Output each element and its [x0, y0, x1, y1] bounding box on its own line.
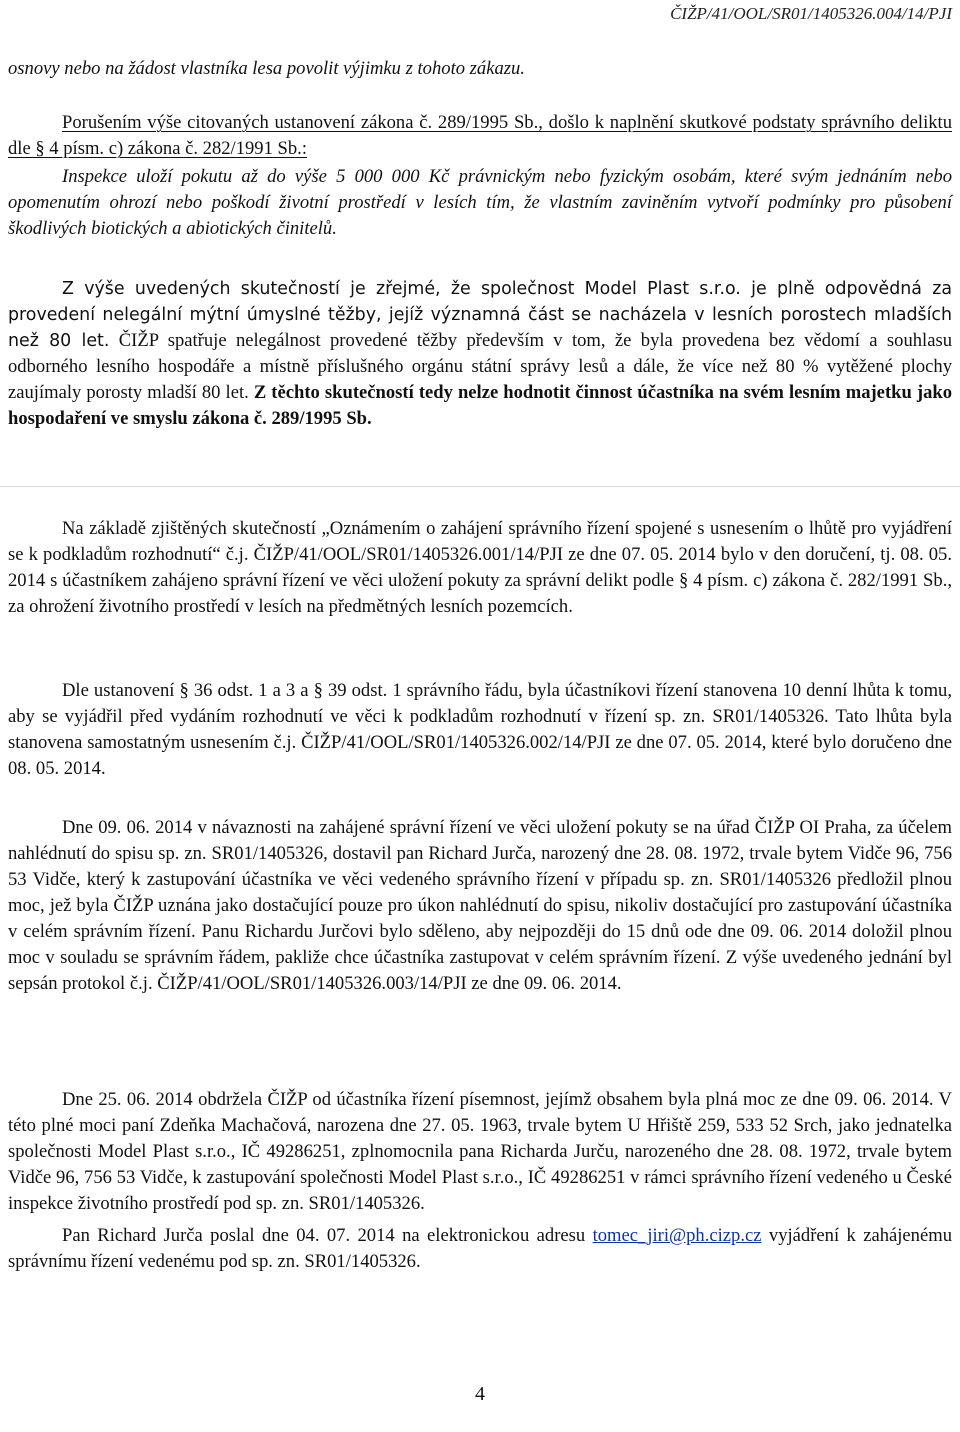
document-reference: ČIŽP/41/OOL/SR01/1405326.004/14/PJI	[670, 4, 952, 23]
paragraph-power-of-attorney: Dne 25. 06. 2014 obdržela ČIŽP od účastníka řízení písemnost, jejímž obsahem byla plná moc ze dne 09. 06. 2014. V této plné moci paní Zdeňka Machačová, narozena dne 27. 05. 1963, trvale bytem U Hřiště 259, 533 52 Srch, jako jednatelka společnosti Model Plast s.r.o., IČ 49286251, zplnomocnila pana Richarda Jurču, narozeného dne 28. 08. 1972, trvale bytem Vidče 96, 756 53 Vidče, k zastupování společnosti Model Plast s.r.o., IČ 49286251 v rámci správního řízení vedeného u České inspekce životního prostředí pod sp. zn. SR01/1405326.	[8, 1089, 952, 1214]
section-divider	[0, 486, 960, 487]
paragraph-penalty-quote: Inspekce uloží pokutu až do výše 5 000 000 Kč právnickým nebo fyzickým osobám, které svým jednáním nebo opomenutím ohrozí nebo poškodí životní prostředí v lesích tím, že vlastním zaviněním vytvoří podmínky pro působení škodlivých biotických a abiotických činitelů.	[8, 166, 952, 239]
statement-text-before: Pan Richard Jurča poslal dne 04. 07. 2014 na elektronickou adresu	[62, 1225, 593, 1246]
paragraph-proceeding-start: Na základě zjištěných skutečností „Oznámením o zahájení správního řízení spojené s usnesením o lhůtě pro vyjádření se k podkladům rozhodnutí“ č.j. ČIŽP/41/OOL/SR01/1405326.001/14/PJI ze dne 07. 05. 2014 bylo v den doručení, tj. 08. 05. 2014 s účastníkem zahájeno správní řízení ve věci uložení pokuty za správní delikt podle § 4 písm. c) zákona č. 282/1991 Sb., za ohrožení životního prostředí v lesích na předmětných lesních pozemcích.	[8, 518, 952, 617]
statement-text-after: vyjádření k zahájenému správnímu řízení vedenému pod sp. zn. SR01/1405326.	[8, 1225, 952, 1272]
findings-illegality: ČIŽP spatřuje nelegálnost provedené těžby především v tom, že byla provedena bez vědomí a souhlasu odborného lesního hospodáře a místně příslušného orgánu státní správy lesů a dále, že více než 80 % vytěžené plochy zaujímaly porosty mladší 80 let.	[8, 330, 953, 403]
paragraph-deadline: Dle ustanovení § 36 odst. 1 a 3 a § 39 odst. 1 správního řádu, byla účastníkovi řízení stanovena 10 denní lhůta k tomu, aby se vyjádřil před vydáním rozhodnutí ve věci k podkladům rozhodnutí v řízení sp. zn. SR01/1405326. Tato lhůta byla stanovena samostatným usnesením č.j. ČIŽP/41/OOL/SR01/1405326.002/14/PJI ze dne 07. 05. 2014, které bylo doručeno dne 08. 05. 2014.	[8, 680, 952, 779]
paragraph-law-excerpt-end: osnovy nebo na žádost vlastníka lesa povolit výjimku z tohoto zákazu.	[8, 58, 525, 79]
findings-company-liability: Z výše uvedených skutečností je zřejmé, že společnost Model Plast s.r.o. je plně odpovědná za provedení nelegální mýtní úmyslné těžby, jejíž významná část se nacházela v lesních porostech mladších než 80 let.	[8, 279, 952, 351]
email-link[interactable]: tomec_jiri@ph.cizp.cz	[592, 1225, 762, 1246]
paragraph-violation-statement: Porušením výše citovaných ustanovení zákona č. 289/1995 Sb., došlo k naplnění skutkové podstaty správního deliktu dle § 4 písm. c) zákona č. 282/1991 Sb.:	[8, 112, 952, 159]
paragraph-file-inspection: Dne 09. 06. 2014 v návaznosti na zahájené správní řízení ve věci uložení pokuty se na úřad ČIŽP OI Praha, za účelem nahlédnutí do spisu sp. zn. SR01/1405326, dostavil pan Richard Jurča, narozený dne 28. 08. 1972, trvale bytem Vidče 96, 756 53 Vidče, který k zastupování účastníka ve věci vedeného správního řízení v případu sp. zn. SR01/1405326 předložil plnou moc, jež byla ČIŽP uznána jako dostačující pouze pro úkon nahlédnutí do spisu, nikoliv dostačující pro zastupování účastníka v celém správním řízení. Panu Richardu Jurčovi bylo sděleno, aby nejpozději do 15 dnů ode dne 09. 06. 2014 doložil plnou moc v souladu se správním řádem, pakliže chce účastníka zastupovat v celém správním řízení. Z výše uvedeného jednání byl sepsán protokol č.j. ČIŽP/41/OOL/SR01/1405326.003/14/PJI ze dne 09. 06. 2014.	[8, 817, 952, 994]
findings-conclusion: Z těchto skutečností tedy nelze hodnotit činnost účastníka na svém lesním majetku jako hospodaření ve smyslu zákona č. 289/1995 Sb.	[8, 382, 953, 429]
paragraph-statement-email	[8, 1223, 952, 1275]
page-number: 4	[475, 1383, 485, 1405]
paragraph-findings	[8, 276, 952, 432]
